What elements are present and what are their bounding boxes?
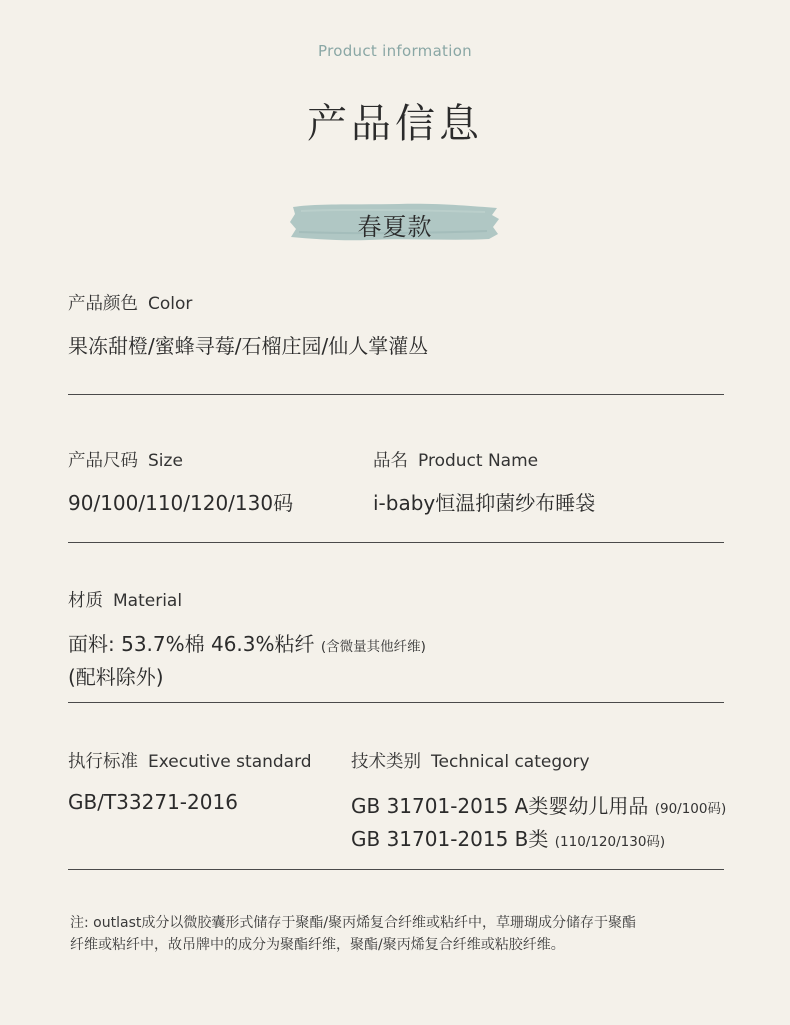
material-value xyxy=(68,628,426,657)
category-label-en: Technical category xyxy=(431,752,590,772)
name-label-cn: 品名 xyxy=(373,451,408,471)
category-value-line1 xyxy=(351,790,726,819)
standard-label-en: Executive standard xyxy=(148,752,312,772)
page-title: 产品信息 xyxy=(307,101,483,147)
name-field-label xyxy=(373,447,538,472)
material-field-label xyxy=(68,587,182,612)
category-line1-note: (90/100码) xyxy=(654,801,727,817)
category-value-line2 xyxy=(351,823,665,852)
footnote-line-1: 注: outlast成分以微胶囊形式储存于聚酯/聚丙烯复合纤维或粘纤中，草珊瑚成分储存于聚酯 xyxy=(70,915,637,931)
category-label-cn: 技术类别 xyxy=(351,752,421,772)
color-value: 果冻甜橙/蜜蜂寻莓/石榴庄园/仙人掌灌丛 xyxy=(68,334,429,358)
material-label-cn: 材质 xyxy=(68,591,103,611)
size-label-en: Size xyxy=(148,451,183,471)
footnote-line-2: 纤维或粘纤中，故吊牌中的成分为聚酯纤维，聚酯/聚丙烯复合纤维或粘胶纤维。 xyxy=(70,937,565,953)
size-label-cn: 产品尺码 xyxy=(68,451,138,471)
material-value-main: 面料: 53.7%棉 46.3%粘纤 xyxy=(68,632,315,656)
material-value-note: (含微量其他纤维) xyxy=(320,639,426,655)
size-value: 90/100/110/120/130码 xyxy=(68,491,294,515)
category-field-label xyxy=(351,748,590,773)
divider xyxy=(68,394,724,395)
category-line1-main: GB 31701-2015 A类婴幼儿用品 xyxy=(351,794,649,818)
season-badge xyxy=(289,201,501,243)
color-field-label xyxy=(68,290,192,315)
size-field-label xyxy=(68,447,183,472)
standard-field-label xyxy=(68,748,312,773)
divider xyxy=(68,869,724,870)
name-value: i-baby恒温抑菌纱布睡袋 xyxy=(373,491,596,515)
material-value-line2: (配料除外) xyxy=(68,665,164,689)
color-label-en: Color xyxy=(148,294,193,314)
standard-value: GB/T33271-2016 xyxy=(68,790,238,814)
divider xyxy=(68,542,724,543)
category-line2-note: (110/120/130码) xyxy=(554,834,666,850)
standard-label-cn: 执行标准 xyxy=(68,752,138,772)
category-line2-main: GB 31701-2015 B类 xyxy=(351,827,549,851)
divider xyxy=(68,702,724,703)
season-label: 春夏款 xyxy=(357,213,433,241)
name-label-en: Product Name xyxy=(418,451,539,471)
page-subtitle: Product information xyxy=(318,42,472,60)
material-label-en: Material xyxy=(113,591,183,611)
color-label-cn: 产品颜色 xyxy=(68,294,138,314)
footnote xyxy=(70,912,760,956)
